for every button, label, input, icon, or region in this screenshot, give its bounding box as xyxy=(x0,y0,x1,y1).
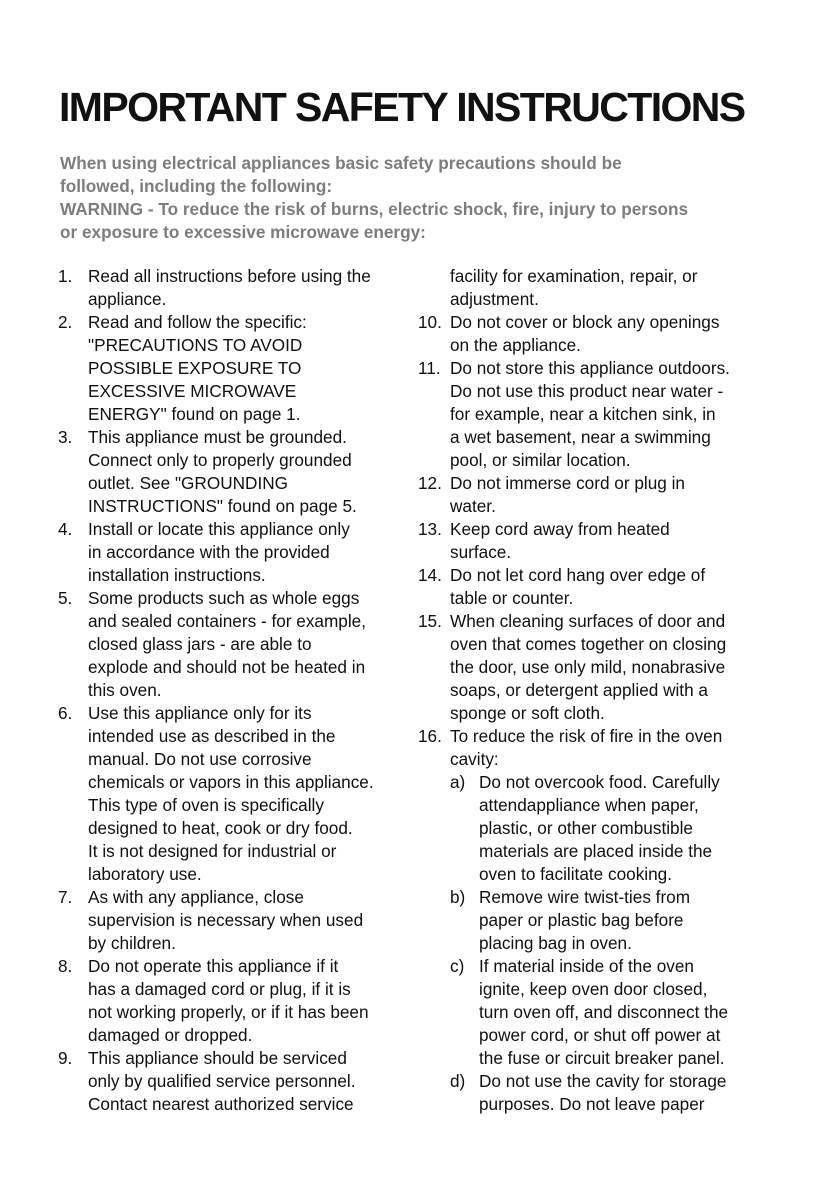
instruction-item xyxy=(58,1047,410,1116)
item-text: Do not operate this appliance if it has a damaged cord or plug, if it is not working properly, or if it has been damaged or dropped. xyxy=(88,956,369,1045)
intro-precautions-text: When using electrical appliances basic safety precautions should be followed, including the following: xyxy=(60,153,622,196)
instruction-item xyxy=(418,725,768,771)
item-number: 6. xyxy=(58,703,73,723)
item-text: To reduce the risk of fire in the oven cavity: xyxy=(450,726,723,769)
instruction-item xyxy=(418,518,768,564)
sub-item-text: Remove wire twist-ties from paper or plastic bag before placing bag in oven. xyxy=(479,887,691,953)
item-text: Some products such as whole eggs and sealed containers - for example, closed glass jars - are able to explode and should not be heated in this oven. xyxy=(88,588,367,700)
item-text: Do not cover or block any openings on the appliance. xyxy=(450,312,720,355)
page-title: IMPORTANT SAFETY INSTRUCTIONS xyxy=(59,84,745,130)
instruction-item xyxy=(418,564,768,610)
item-number: 16. xyxy=(418,726,442,746)
item-text: Read all instructions before using the appliance. xyxy=(88,266,371,309)
item-text: As with any appliance, close supervision is necessary when used by children. xyxy=(88,887,364,953)
item-number: 3. xyxy=(58,427,73,447)
intro-warning-text: WARNING - To reduce the risk of burns, electric shock, fire, injury to persons or exposure to excessive microwave energy: xyxy=(60,199,689,242)
sub-item-letter: d) xyxy=(450,1071,466,1091)
sub-item xyxy=(418,1070,768,1116)
instruction-item xyxy=(58,702,410,886)
item-number: 9. xyxy=(58,1048,73,1068)
instruction-item xyxy=(418,357,768,472)
instruction-item xyxy=(58,311,410,426)
instruction-item xyxy=(58,518,410,587)
sub-item-letter: b) xyxy=(450,887,466,907)
left-column xyxy=(58,265,410,1116)
item-text: Do not immerse cord or plug in water. xyxy=(450,473,685,516)
item-text: This appliance must be grounded. Connect only to properly grounded outlet. See "GROUNDING INSTRUCTIONS" found on page 5. xyxy=(88,427,357,516)
item-number: 11. xyxy=(418,358,441,378)
item-number: 1. xyxy=(58,266,73,286)
item-text: Do not store this appliance outdoors. Do not use this product near water - for example, near a kitchen sink, in a wet basement, near a swimming pool, or similar location. xyxy=(450,358,730,470)
item-number: 8. xyxy=(58,956,73,976)
item-number: 4. xyxy=(58,519,73,539)
item-number: 14. xyxy=(418,565,442,585)
item-text: When cleaning surfaces of door and oven that comes together on closing the door, use only mild, nonabrasive soaps, or detergent applied with a sponge or soft cloth. xyxy=(450,611,727,723)
sub-item-text: If material inside of the oven ignite, keep oven door closed, turn oven off, and disconnect the power cord, or shut off power at the fuse or circuit breaker panel. xyxy=(479,956,729,1068)
item-text: Use this appliance only for its intended use as described in the manual. Do not use corrosive chemicals or vapors in this appliance. This type of oven is specifically designed to heat, cook or dry food. It is not designed for industrial or laboratory use. xyxy=(88,703,374,884)
sub-item xyxy=(418,955,768,1070)
item-number: 13. xyxy=(418,519,442,539)
sub-item xyxy=(418,886,768,955)
intro-warning xyxy=(60,198,780,244)
intro-block xyxy=(60,152,780,244)
item-number: 15. xyxy=(418,611,442,631)
sub-item xyxy=(418,771,768,886)
item-text: Keep cord away from heated surface. xyxy=(450,519,670,562)
item-9-continuation: facility for examination, repair, or adjustment. xyxy=(450,266,698,309)
item-text: Install or locate this appliance only in accordance with the provided installation instructions. xyxy=(88,519,350,585)
instruction-item xyxy=(58,955,410,1047)
intro-precautions xyxy=(60,152,780,198)
instruction-item xyxy=(58,587,410,702)
sub-item-text: Do not use the cavity for storage purposes. Do not leave paper xyxy=(479,1071,727,1114)
instruction-item xyxy=(418,610,768,725)
sub-item-letter: a) xyxy=(450,772,466,792)
item-number: 12. xyxy=(418,473,442,493)
item-text: Read and follow the specific: "PRECAUTIONS TO AVOID POSSIBLE EXPOSURE TO EXCESSIVE MICROWAVE ENERGY" found on page 1. xyxy=(88,312,307,424)
instruction-item xyxy=(58,265,410,311)
item-number: 2. xyxy=(58,312,73,332)
sub-item-text: Do not overcook food. Carefully attendappliance when paper, plastic, or other combustible materials are placed inside the oven to facilitate cooking. xyxy=(479,772,720,884)
item-text: This appliance should be serviced only by qualified service personnel. Contact nearest authorized service xyxy=(88,1048,356,1114)
item-number: 10. xyxy=(418,312,442,332)
item-text: Do not let cord hang over edge of table or counter. xyxy=(450,565,706,608)
item-number: 5. xyxy=(58,588,73,608)
sub-item-letter: c) xyxy=(450,956,465,976)
instruction-item xyxy=(58,426,410,518)
item-number: 7. xyxy=(58,887,73,907)
instruction-item xyxy=(418,311,768,357)
right-column xyxy=(418,265,768,1116)
instruction-item xyxy=(58,886,410,955)
instruction-item xyxy=(418,472,768,518)
